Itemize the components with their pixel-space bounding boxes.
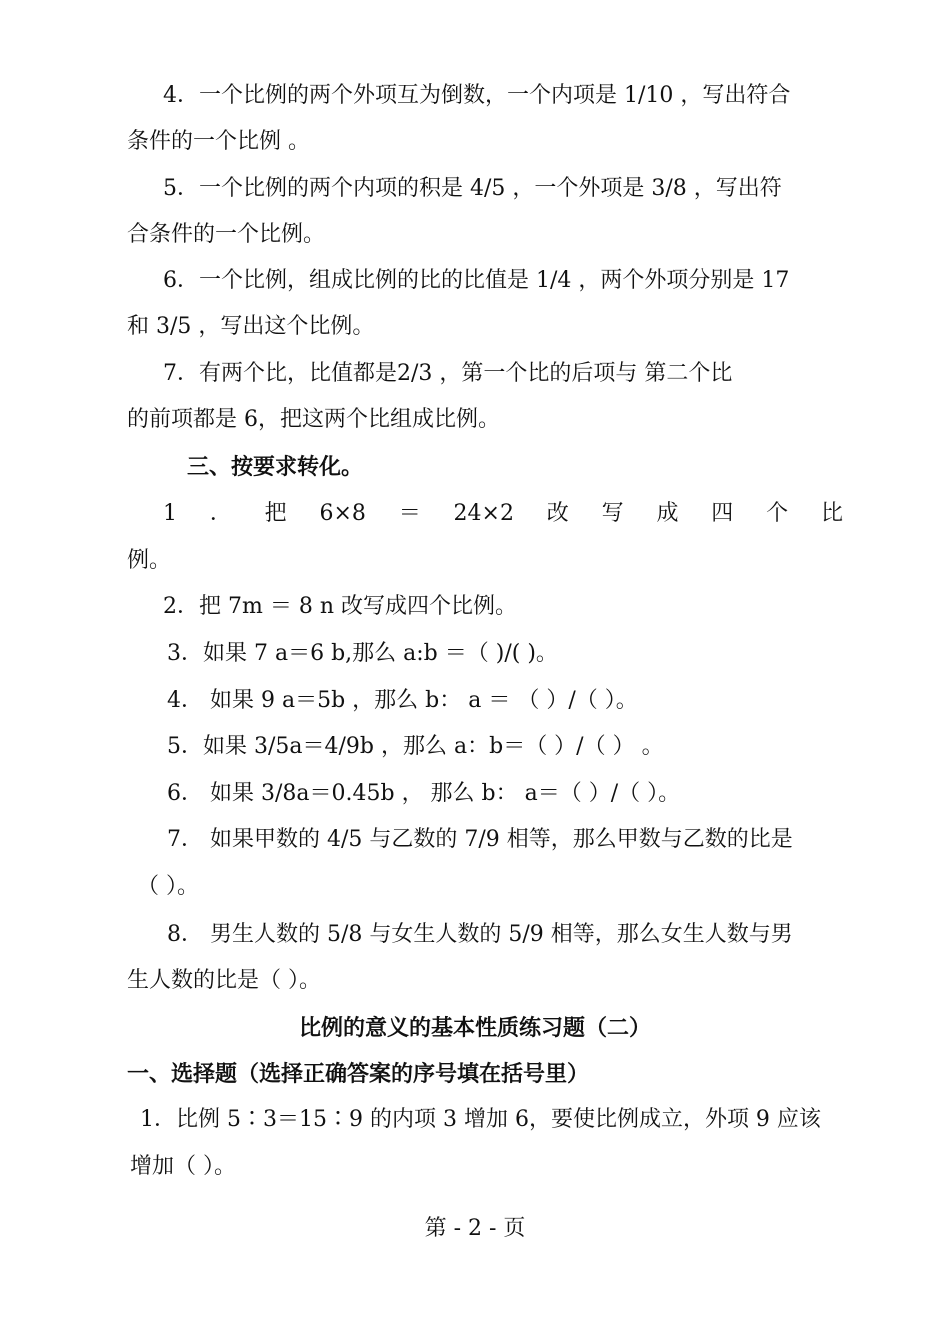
section-3-question-3: 3．如果 7 a＝6 b,那么 a:b ＝（ )/( )。 bbox=[167, 641, 558, 666]
question-6-line-2: 和 3/5 ，写出这个比例。 bbox=[127, 314, 375, 339]
section-3-question-8-line-2: 生人数的比是（ ）。 bbox=[127, 968, 321, 993]
question-6-line-1: 6．一个比例，组成比例的比的比值是 1/4 ，两个外项分别是 17 bbox=[163, 268, 790, 293]
section-3-question-5: 5．如果 3/5a＝4/9b ，那么 a：b＝（ ）/（ ） 。 bbox=[167, 734, 664, 759]
part-b-question-1-line-2: 增加（ ）。 bbox=[130, 1154, 236, 1179]
token: ＝ bbox=[398, 501, 421, 526]
token: 1 bbox=[163, 501, 177, 526]
token: 四 bbox=[711, 501, 734, 526]
token: 成 bbox=[656, 501, 679, 526]
section-3-question-1-line-1 bbox=[163, 499, 843, 529]
section-1-heading: 一、选择题（选择正确答案的序号填在括号里） bbox=[127, 1061, 590, 1087]
exercise-title: 比例的意义的基本性质练习题（二） bbox=[298, 1015, 651, 1041]
section-3-question-8-line-1: 8． 男生人数的 5/8 与女生人数的 5/9 相等，那么女生人数与男 bbox=[167, 922, 793, 947]
question-4-line-2: 条件的一个比例 。 bbox=[127, 129, 310, 154]
token: 比 bbox=[820, 501, 843, 526]
token: 个 bbox=[766, 501, 789, 526]
part-b-question-1-line-1: 1．比例 5∶3＝15∶9 的内项 3 增加 6，要使比例成立，外项 9 应该 bbox=[140, 1107, 821, 1132]
section-3-heading: 三、按要求转化。 bbox=[187, 454, 364, 480]
question-7-line-2: 的前项都是 6，把这两个比组成比例。 bbox=[127, 407, 500, 432]
token: ． bbox=[209, 501, 232, 526]
section-3-question-7-line-2: （ ）。 bbox=[137, 874, 199, 899]
question-4-line-1: 4．一个比例的两个外项互为倒数，一个内项是 1/10 ，写出符合 bbox=[163, 83, 791, 108]
section-3-question-2: 2．把 7m ＝ 8 n 改写成四个比例。 bbox=[163, 594, 517, 619]
section-3-question-7-line-1: 7． 如果甲数的 4/5 与乙数的 7/9 相等，那么甲数与乙数的比是 bbox=[167, 827, 793, 852]
token: 写 bbox=[601, 501, 624, 526]
section-3-question-4: 4． 如果 9 a＝5b ，那么 b： a ＝ （ ）/（ ）。 bbox=[167, 688, 638, 713]
question-5-line-1: 5．一个比例的两个内项的积是 4/5 ，一个外项是 3/8 ，写出符 bbox=[163, 176, 782, 201]
token: 把 bbox=[264, 501, 287, 526]
question-5-line-2: 合条件的一个比例。 bbox=[127, 222, 326, 247]
section-3-question-6: 6． 如果 3/8a＝0.45b ， 那么 b： a＝（ ）/（ ）。 bbox=[167, 781, 681, 806]
token: 24×2 bbox=[453, 501, 514, 526]
page-footer: 第 - 2 - 页 bbox=[424, 1216, 526, 1241]
section-3-question-1-line-2: 例。 bbox=[127, 548, 172, 573]
token: 6×8 bbox=[319, 501, 366, 526]
question-7-line-1: 7．有两个比，比值都是2/3 ，第一个比的后项与 第二个比 bbox=[163, 361, 733, 386]
token: 改 bbox=[546, 501, 569, 526]
